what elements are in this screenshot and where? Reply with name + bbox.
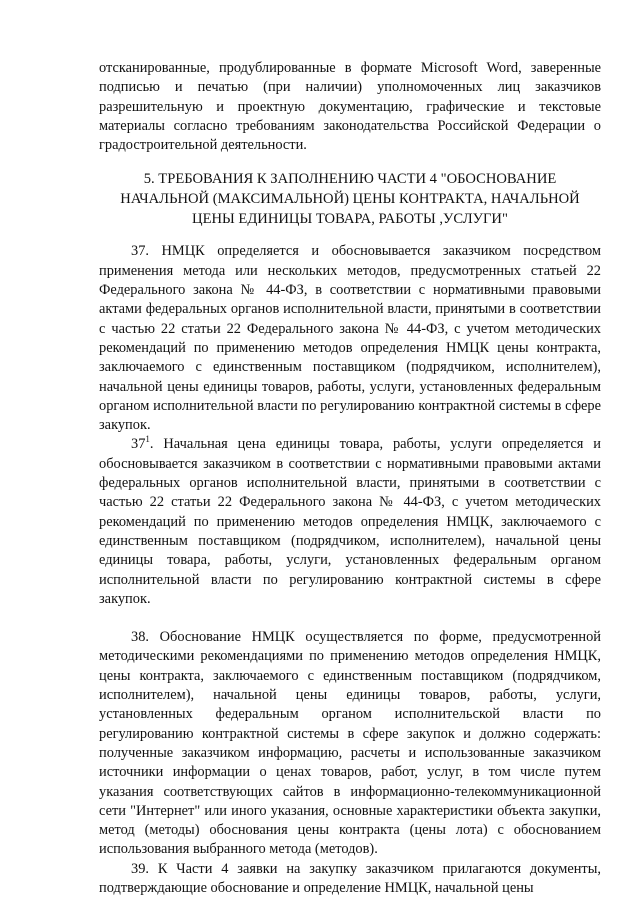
paragraph-37: 37. НМЦК определяется и обосновывается заказчиком посредством применения метода или нескольких методов, предусмотренных статьей 22 Федерального закона № 44-ФЗ, в соответствии с нормативными правовыми актами федеральных органов исполнительной власти, принятыми в соответствии с частью 22 статьи 22 Федерального закона № 44-ФЗ, с учетом методических рекомендаций по применению методов определения НМЦК цены контракта, заключаемого с единственным поставщиком (подрядчиком, исполнителем), начальной цены единицы товаров, работы, услуги, установленных федеральным органом исполнительной власти по регулированию контрактной системы в сфере закупок. xyxy=(99,243,601,434)
paragraph-39: 39. К Части 4 заявки на закупку заказчиком прилагаются документы, подтверждающие обоснование и определение НМЦК, начальной цены xyxy=(99,860,601,896)
paragraph-38: 38. Обоснование НМЦК осуществляется по форме, предусмотренной методическими рекомендациями по применению методов определения НМЦК, цены контракта, заключаемого с единственным поставщиком (подрядчиком, исполнителем), начальной цены единицы товаров, работы, услуги, установленных федеральным органом исполнительской власти по регулированию контрактной системы в сфере закупок и должно содержать: полученные заказчиком информацию, расчеты и использованные заказчиком источники информации о ценах товаров, работ, услуг, в том числе путем указания соответствующих сайтов в информационно-телекоммуникационной сети "Интернет" или иного указания, основные характеристики объекта закупки, метод (методы) обоснования цены контракта (цены лота) с обоснованием использования выбранного метода (методов). xyxy=(99,629,601,858)
paragraph-37-1-superscript: 1 xyxy=(145,434,150,445)
section-heading: 5. ТРЕБОВАНИЯ К ЗАПОЛНЕНИЮ ЧАСТИ 4 "ОБОСНОВАНИЕ НАЧАЛЬНОЙ (МАКСИМАЛЬНОЙ) ЦЕНЫ КОНТРАКТА, НАЧАЛЬНОЙ ЦЕНЫ ЕДИНИЦЫ ТОВАРА, РАБОТЫ ,УСЛУГИ" xyxy=(120,171,580,228)
paragraph-37-1 xyxy=(99,435,601,609)
paragraph-37-1-text: . Начальная цена единицы товара, работы, услуги определяется и обосновывается заказчиком в соответствии с нормативными правовыми актами федеральных органов исполнительной власти, принятыми в соответствии с частью 22 статьи 22 Федерального закона № 44-ФЗ, с учетом методических рекомендаций по применению методов определения НМЦК, заключаемого с единственным поставщиком (подрядчиком, исполнителем), начальной цены единицы товара, работы, услуги, установленных федеральным органом исполнительной власти по регулированию контрактной системы в сфере закупок. xyxy=(99,436,601,607)
document-page xyxy=(99,59,601,898)
paragraph-continuation: отсканированные, продублированные в формате Microsoft Word, заверенные подписью и печатью (при наличии) уполномоченных лиц заказчиков разрешительную и проектную документацию, графические и текстовые материалы согласно требованиям законодательства Российской Федерации о градостроительной деятельности. xyxy=(99,60,601,154)
paragraph-37-1-number: 37 xyxy=(131,436,146,453)
